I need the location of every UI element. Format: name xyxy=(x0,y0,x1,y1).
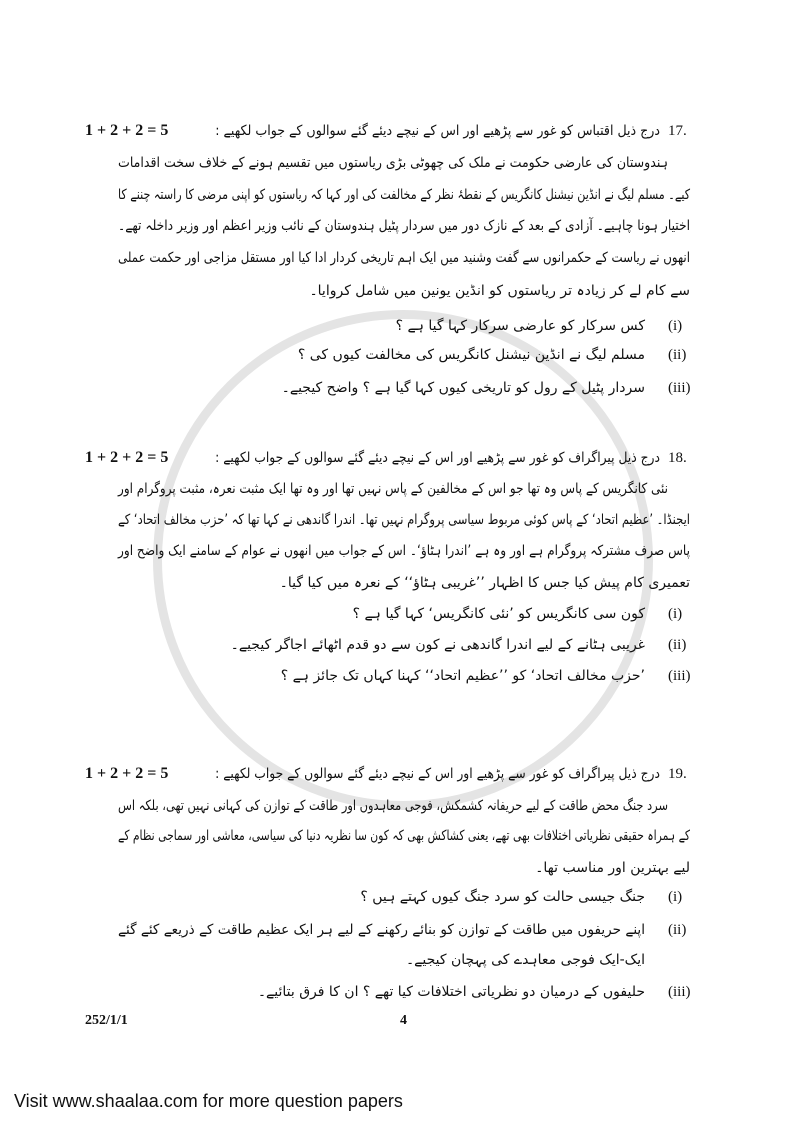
passage-line: سے کام لے کر زیادہ تر ریاستوں کو انڈین یونین میں شامل کروایا۔ xyxy=(309,283,690,299)
sub-question-text: اپنے حریفوں میں طاقت کے توازن کو بنائے رکھنے کے لیے ہر ایک عظیم طاقت کے ذریعے کئے گئے xyxy=(118,922,645,938)
sub-question-label: (i) xyxy=(668,606,683,622)
page-number: 4 xyxy=(400,1013,407,1028)
question-marks: 1 + 2 + 2 = 5 xyxy=(85,449,169,466)
sub-question-label: (iii) xyxy=(668,380,691,396)
sub-question-text: ایک-ایک فوجی معاہدے کی پہچان کیجیے۔ xyxy=(405,952,645,968)
sub-question-label: (i) xyxy=(668,889,683,905)
passage-line: سرد جنگ محض طاقت کے لیے حریفانہ کشمکش، فوجی معاہدوں اور طاقت کے توازن کی کہانی نہیں تھی، بلکہ اس xyxy=(118,798,668,814)
passage-line: ایجنڈا۔ ’عظیم اتحاد‘ کے پاس کوئی مربوط سیاسی پروگرام نہیں تھا۔ اندرا گاندھی نے کہا تھا کہ ’حزب مخالف اتحاد‘ کے xyxy=(118,512,690,528)
sub-question-text: حلیفوں کے درمیان دو نظریاتی اختلافات کیا تھے ؟ ان کا فرق بتائیے۔ xyxy=(257,984,645,1000)
passage-line: نئی کانگریس کے پاس وہ تھا جو اس کے مخالفین کے پاس نہیں تھا اور وہ تھا ایک مثبت نعرہ، مثبت پروگرام اور xyxy=(118,481,668,497)
sub-question-text: کون سی کانگریس کو ’نئی کانگریس‘ کہا گیا ہے ؟ xyxy=(352,606,645,622)
sub-question-text: کس سرکار کو عارضی سرکار کہا گیا ہے ؟ xyxy=(395,318,645,334)
paper-code: 252/1/1 xyxy=(85,1013,128,1028)
sub-question-text: سردار پٹیل کے رول کو تاریخی کیوں کہا گیا ہے ؟ واضح کیجیے۔ xyxy=(281,380,645,396)
sub-question-label: (ii) xyxy=(668,922,687,938)
sub-question-text: جنگ جیسی حالت کو سرد جنگ کیوں کہتے ہیں ؟ xyxy=(360,889,645,905)
passage-line: اختیار ہونا چاہیے۔ آزادی کے بعد کے نازک دور میں سردار پٹیل ہندوستان کے نائب وزیر اعظم اور وزیر داخلہ تھے۔ xyxy=(118,218,690,234)
question-number: 19. xyxy=(668,766,687,782)
sub-question-text: ’حزب مخالف اتحاد‘ کو ’’عظیم اتحاد‘‘ کہنا کہاں تک جائز ہے ؟ xyxy=(280,668,645,684)
question-instruction: درج ذیل اقتباس کو غور سے پڑھیے اور اس کے نیچے دیئے گئے سوالوں کے جواب لکھیے : xyxy=(215,123,660,139)
passage-line: کے ہمراہ حقیقی نظریاتی اختلافات بھی تھے، یعنی کشاکش بھی کہ کون سا نظریہ دنیا کی سیاسی، معاشی اور سماجی نظام کے xyxy=(118,828,690,844)
sub-question-text: مسلم لیگ نے انڈین نیشنل کانگریس کی مخالفت کیوں کی ؟ xyxy=(297,347,645,363)
passage-line: پاس صرف مشترکہ پروگرام ہے اور وہ ہے ’اندرا ہٹاؤ‘۔ اس کے جواب میں انھوں نے عوام کے سامنے ایک واضح اور xyxy=(117,543,690,559)
question-number: 17. xyxy=(668,123,687,139)
visit-banner-link[interactable]: Visit www.shaalaa.com for more question papers xyxy=(14,1091,403,1111)
question-marks: 1 + 2 + 2 = 5 xyxy=(85,765,169,782)
question-number: 18. xyxy=(668,450,687,466)
sub-question-label: (i) xyxy=(668,318,683,334)
sub-question-text: غریبی ہٹانے کے لیے اندرا گاندھی نے کون سے دو قدم اٹھائے اجاگر کیجیے۔ xyxy=(230,637,645,653)
question-instruction: درج ذیل پیراگراف کو غور سے پڑھیے اور اس کے نیچے دیئے گئے سوالوں کے جواب لکھیے : xyxy=(215,450,660,466)
question-marks: 1 + 2 + 2 = 5 xyxy=(85,122,169,139)
sub-question-label: (iii) xyxy=(668,668,691,684)
sub-question-label: (ii) xyxy=(668,637,687,653)
passage-line: انھوں نے ریاست کے حکمرانوں سے گفت وشنید میں ایک اہم تاریخی کردار ادا کیا اور مستقل مزاجی اور حکمت عملی xyxy=(118,250,690,266)
sub-question-label: (iii) xyxy=(668,984,691,1000)
sub-question-label: (ii) xyxy=(668,347,687,363)
question-instruction: درج ذیل پیراگراف کو غور سے پڑھیے اور اس کے نیچے دیئے گئے سوالوں کے جواب لکھیے : xyxy=(215,766,660,782)
passage-line: کیے۔ مسلم لیگ نے انڈین نیشنل کانگریس کے نقطۂ نظر کے مخالفت کی اور کہا کہ ریاستوں کو اپنی مرضی کا راستہ چننے کا xyxy=(118,187,690,203)
passage-line: ہندوستان کی عارضی حکومت نے ملک کی چھوٹی بڑی ریاستوں میں تقسیم ہونے کے خلاف سخت اقدامات xyxy=(118,155,668,171)
passage-line: لیے بہترین اور مناسب تھا۔ xyxy=(535,860,690,876)
passage-line: تعمیری کام پیش کیا جس کا اظہار ’’غریبی ہٹاؤ‘‘ کے نعرہ میں کیا گیا۔ xyxy=(279,575,690,591)
